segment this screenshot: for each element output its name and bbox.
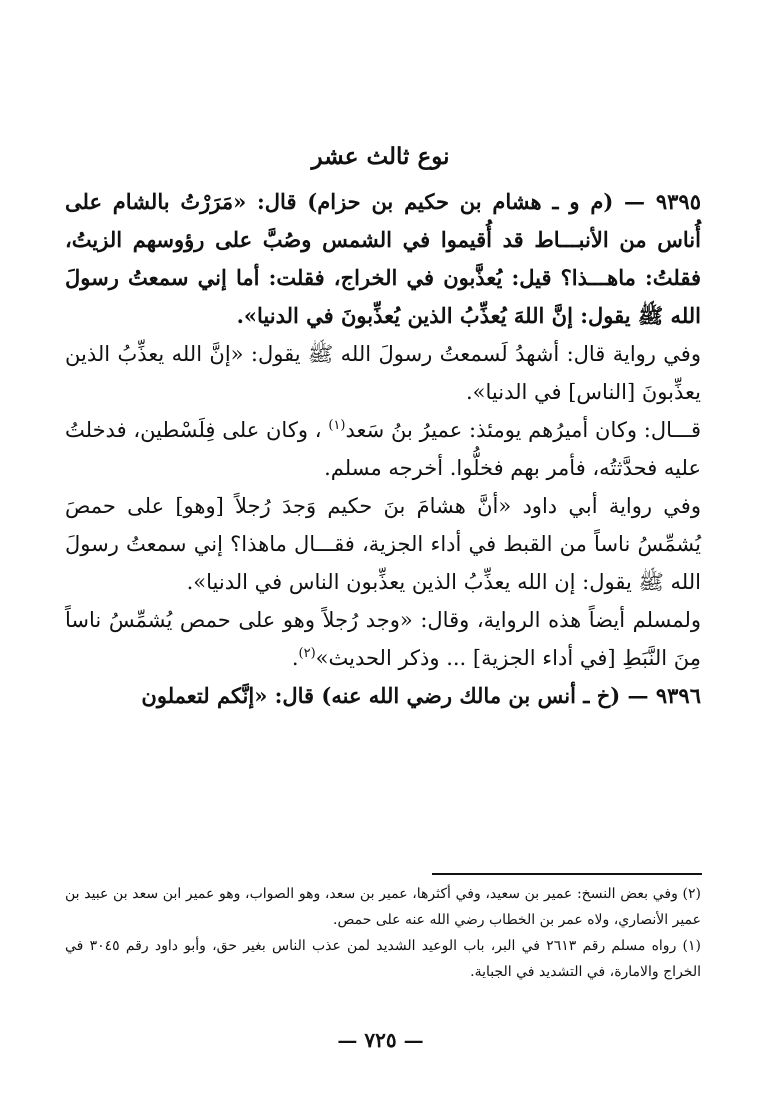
section-heading: نوع ثالث عشر: [311, 143, 450, 170]
footnote-1: (١) رواه مسلم رقم ٢٦١٣ في البر، باب الوعيد الشديد لمن عذب الناس بغير حق، وأبو داود رقم ٣٠٤٥ في الخراج والامارة، في التشديد في الجباية.: [65, 938, 701, 980]
footnote-ref-1: (١): [328, 418, 346, 433]
hadith-9395-intro: [65, 183, 701, 335]
footnote-divider: [432, 873, 702, 875]
hadith-9395-variant-2: [65, 411, 701, 487]
muslim-note-text: ولمسلم أيضاً هذه الرواية، وقال: «وجد رُجلاً وهو على حمص يُشمِّسُ ناساً مِنَ النَّبَطِ [في أداء الجزية] ... وذكر الحديث»: [65, 608, 701, 670]
footnotes: [65, 881, 701, 985]
hadith-9395-variant-1: وفي رواية قال: أشهدُ لَسمعتُ رسولَ الله ﷺ يقول: «إنَّ الله يعذِّبُ الذين يعذِّبونَ [الناس] في الدنيا».: [65, 342, 701, 404]
variant-2-text-a: قـــال: وكان أميرُهم يومئذ: عميرُ بنُ سَعد: [345, 418, 701, 442]
variant-2-text-b: ، وكان على فِلَسْطين، فدخلتُ عليه فحدَّثتُه، فأمر بهم فخلُّوا. أخرجه مسلم.: [65, 418, 701, 480]
hadith-9395-muslim-note: [65, 601, 701, 677]
footnote-2: (٢) وفي بعض النسخ: عمير بن سعيد، وفي أكثرها، عمير بن سعد، وهو الصواب، وهو عمير ابن سعد بن عبيد بن عمير الأنصاري، ولاه عمر بن الخطاب رضي الله عنه على حمص.: [65, 886, 701, 928]
page-number: — ٧٢٥ —: [337, 1028, 424, 1052]
muslim-note-end: .: [291, 646, 299, 670]
hadith-9396-main: — (خ ـ أنس بن مالك رضي الله عنه) قال: «إنَّكم لتعملون: [141, 683, 649, 708]
hadith-number-9395: ٩٣٩٥: [655, 189, 701, 214]
footnote-ref-2: (٢): [298, 646, 316, 661]
hadith-9395-main: — (م و ـ هشام بن حكيم بن حزام) قال: «مَرَرْتُ بالشام على أُناس من الأنبـــاط قد أُقيموا في الشمس وصُبَّ على رؤوسهم الزيتُ، فقلتُ: ماهـــذا؟ قيل: يُعذَّبون في الخراج، فقلت: أما إني سمعتُ رسولَ الله ﷺ يقول: إنَّ اللهَ يُعذِّبُ الذين يُعذِّبونَ في الدنيا».: [65, 189, 701, 328]
hadith-9395-abu-dawud: وفي رواية أبي داود «أنَّ هشامَ بنَ حكيم وَجدَ رُجلاً [وهو] على حمصَ يُشمِّسُ ناساً من القبط في أداء الجزية، فقـــال ماهذا؟ إني سمعتُ رسولَ الله ﷺ يقول: إن الله يعذِّبُ الذين يعذِّبون الناس في الدنيا».: [65, 494, 701, 594]
main-text: [65, 183, 701, 715]
hadith-number-9396: ٩٣٩٦: [655, 683, 701, 708]
hadith-9396-intro: [65, 677, 701, 715]
